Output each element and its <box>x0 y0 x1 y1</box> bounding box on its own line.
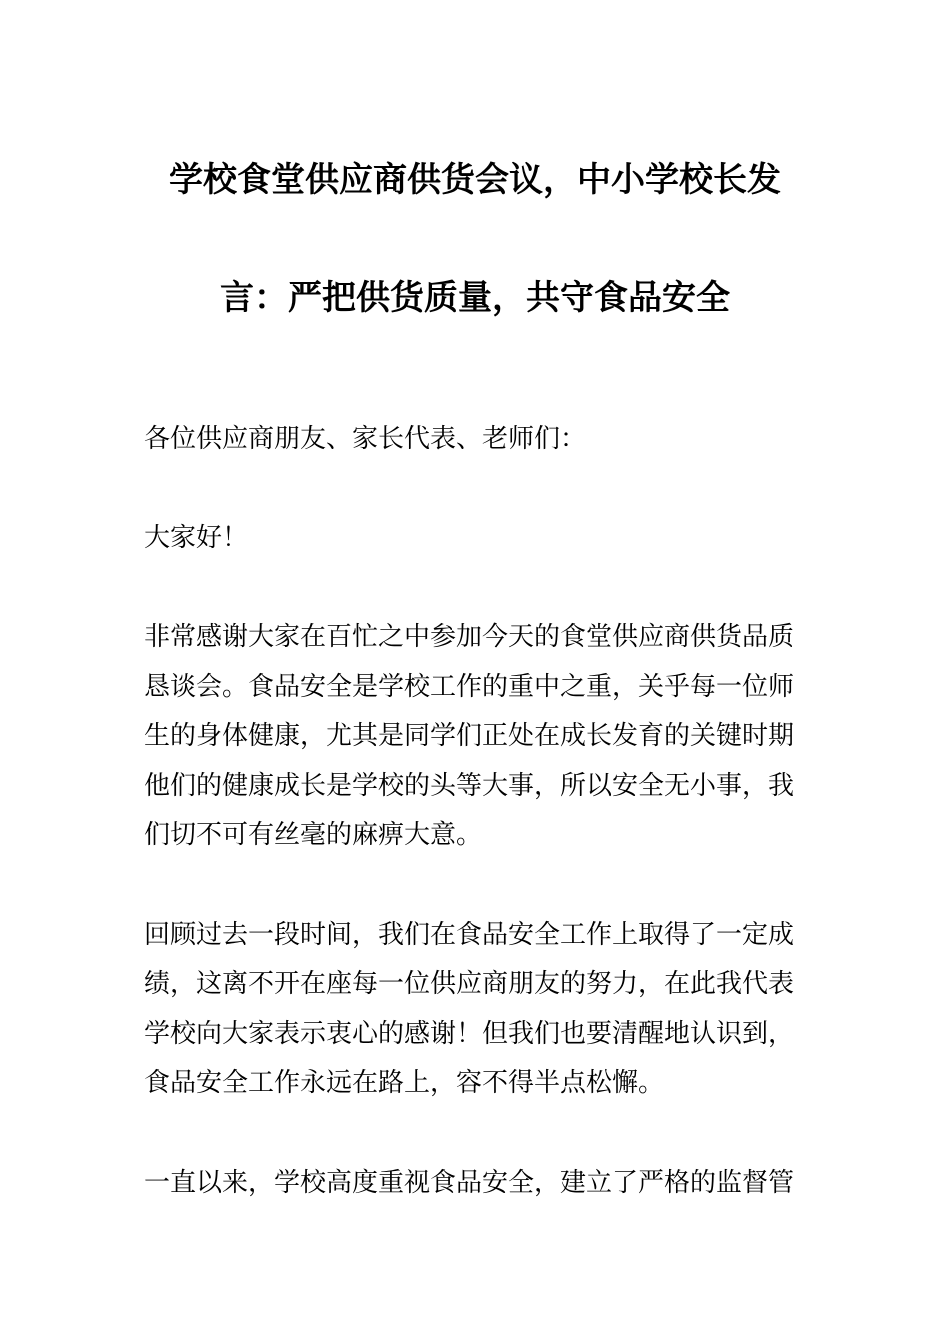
document-title-line-2: 言：严把供货质量，共守食品安全 <box>220 278 730 318</box>
paragraph-2-line: 学校向大家表示衷心的感谢！但我们也要清醒地认识到， <box>144 1019 795 1049</box>
paragraph-2-line: 食品安全工作永远在路上，容不得半点松懈。 <box>144 1068 665 1098</box>
paragraph-2-line: 回顾过去一段时间，我们在食品安全工作上取得了一定成 <box>144 920 795 950</box>
paragraph-1-line: 们切不可有丝毫的麻痹大意。 <box>144 820 483 850</box>
greeting-line: 各位供应商朋友、家长代表、老师们： <box>144 424 587 454</box>
paragraph-1-line: 恳谈会。食品安全是学校工作的重中之重，关乎每一位师 <box>144 672 795 702</box>
paragraph-1-line: 非常感谢大家在百忙之中参加今天的食堂供应商供货品质 <box>144 622 795 652</box>
paragraph-2-line: 绩，这离不开在座每一位供应商朋友的努力，在此我代表 <box>144 969 795 999</box>
paragraph-3-line: 一直以来，学校高度重视食品安全，建立了严格的监督管 <box>144 1168 795 1198</box>
document-title-line-1: 学校食堂供应商供货会议，中小学校长发 <box>169 160 781 200</box>
paragraph-1-line: 生的身体健康，尤其是同学们正处在成长发育的关键时期 <box>144 721 795 751</box>
salutation-line: 大家好！ <box>144 523 249 553</box>
paragraph-1-line: 他们的健康成长是学校的头等大事，所以安全无小事，我 <box>144 771 795 801</box>
